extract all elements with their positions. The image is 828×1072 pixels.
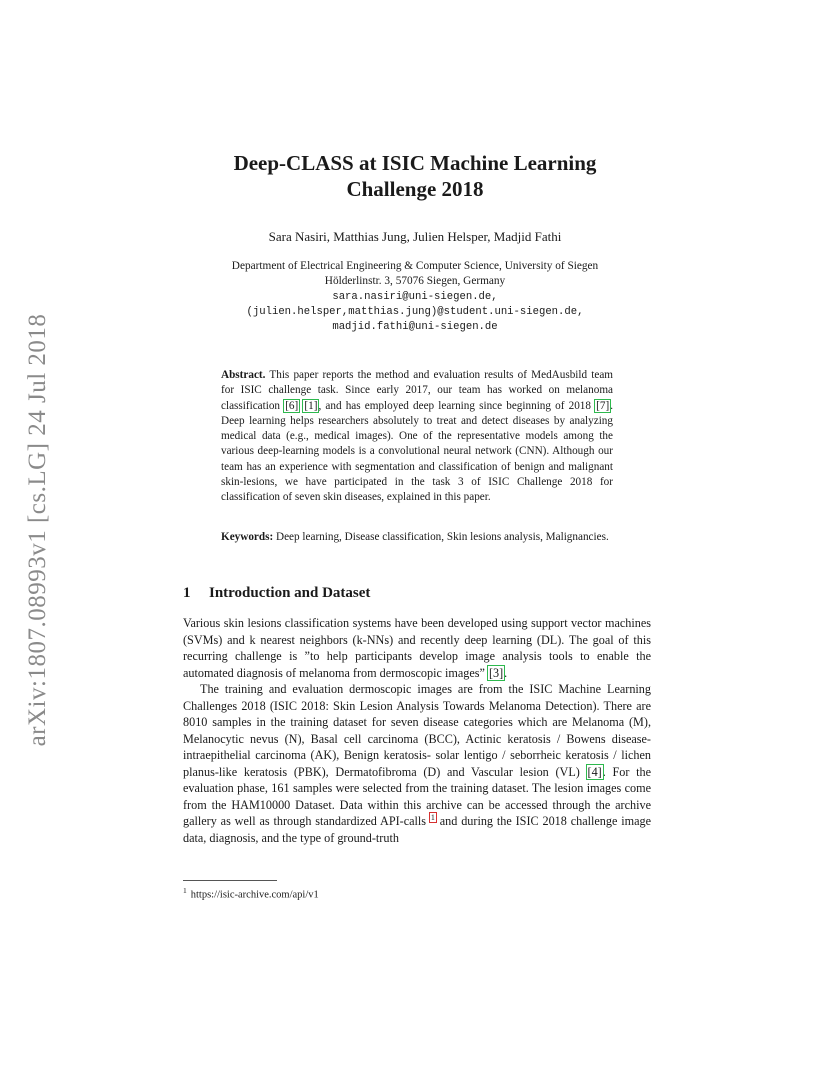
- email-sara: sara.nasiri@uni-siegen.de,: [332, 290, 498, 303]
- title-line-2: Challenge 2018: [346, 177, 484, 201]
- paragraph-text: and during the ISIC 2018 challenge image data, diagnosis, and the type of ground-truth: [183, 814, 652, 845]
- footnote-link[interactable]: 1: [430, 812, 435, 822]
- title-line-1: Deep-CLASS at ISIC Machine Learning: [233, 151, 597, 175]
- keywords-label: Keywords:: [221, 531, 274, 543]
- footnote-url[interactable]: https://isic-archive.com/api/v1: [190, 889, 319, 901]
- section-heading: [183, 585, 370, 602]
- footnote-divider: [183, 880, 277, 881]
- email-madjid: madjid.fathi@uni-siegen.de: [332, 321, 498, 334]
- footnote: [183, 886, 319, 901]
- affiliation-department: Department of Electrical Engineering & Computer Science, University of Siegen: [231, 260, 599, 272]
- section-body: [183, 615, 651, 846]
- affiliation-block: [150, 259, 680, 335]
- section-number: 1: [183, 585, 191, 601]
- citation-link[interactable]: [7]: [596, 399, 610, 412]
- abstract-text-b: , and has employed deep learning since beginning of 2018: [318, 399, 596, 412]
- abstract: [221, 368, 613, 506]
- paragraph-text: .: [504, 665, 508, 680]
- paragraph-text: The training and evaluation dermoscopic images are from the ISIC Machine Learning Challenges 2018 (ISIC 2018: Skin Lesion Analysis Towards Melanoma Detection). There are 8010 samples in the training dataset for seven disease categories which are Melanoma (M), Melanocytic nevus (N), Basal cell carcinoma (BCC), Actinic keratosis / Bowens disease- intraepithelial carcinoma (AK), Benign keratosis- solar lentigo / seborrheic keratosis / lichen planus-like keratosis (PBK), Dermatofibroma (D) and Vascular lesion (VL): [183, 682, 651, 779]
- keywords: [221, 530, 613, 545]
- paragraph-text: . For the evaluation phase, 161 samples were selected from the training dataset. The lesion images come from the HAM10000 Dataset. Data within this archive can be accessed through the archive gallery as well as through standardized API-calls: [183, 764, 652, 828]
- paragraph: [183, 681, 651, 846]
- citation-link[interactable]: [1]: [304, 399, 318, 412]
- author-list: Sara Nasiri, Matthias Jung, Julien Helsper, Madjid Fathi: [268, 229, 562, 244]
- arxiv-identifier-stamp: arXiv:1807.08993v1 [cs.LG] 24 Jul 2018: [24, 313, 51, 747]
- email-julien-matthias: (julien.helsper,matthias.jung)@student.uni-siegen.de,: [246, 305, 584, 318]
- citation-link[interactable]: [3]: [488, 665, 504, 680]
- affiliation-address: Hölderlinstr. 3, 57076 Siegen, Germany: [324, 275, 506, 288]
- abstract-label: Abstract.: [221, 369, 266, 381]
- paragraph-text: Various skin lesions classification systems have been developed using support vector machines (SVMs) and k nearest neighbors (k-NNs) and recently deep learning (DL). The goal of this recurring challenge is ”to help participants develop image analysis tools to enable the automated diagnosis of melanoma from dermoscopic images”: [183, 616, 651, 680]
- paper-title: [150, 150, 680, 202]
- citation-link[interactable]: [6]: [285, 399, 299, 412]
- section-title: Introduction and Dataset: [209, 585, 371, 601]
- abstract-text-c: . Deep learning helps researchers absolutely to treat and detect diseases by analyzing medical data (e.g., medical images). One of the representative models among the various deep-learning models is a convolutional neural network (CNN). Although our team has an experience with segmentation and classification of benign and malignant skin-lesions, we have participated in the task 3 of ISIC Challenge 2018 for classification of seven skin diseases, explained in this paper.: [221, 399, 613, 504]
- citation-link[interactable]: [4]: [587, 764, 602, 779]
- abstract-text-a: This paper reports the method and evaluation results of MedAusbild team for ISIC challenge task. Since early 2017, our team has worked on melanoma classification: [221, 369, 613, 412]
- paragraph: [183, 615, 651, 681]
- footnote-number: 1: [183, 886, 187, 895]
- keywords-text: Deep learning, Disease classification, Skin lesions analysis, Malignancies.: [273, 531, 609, 543]
